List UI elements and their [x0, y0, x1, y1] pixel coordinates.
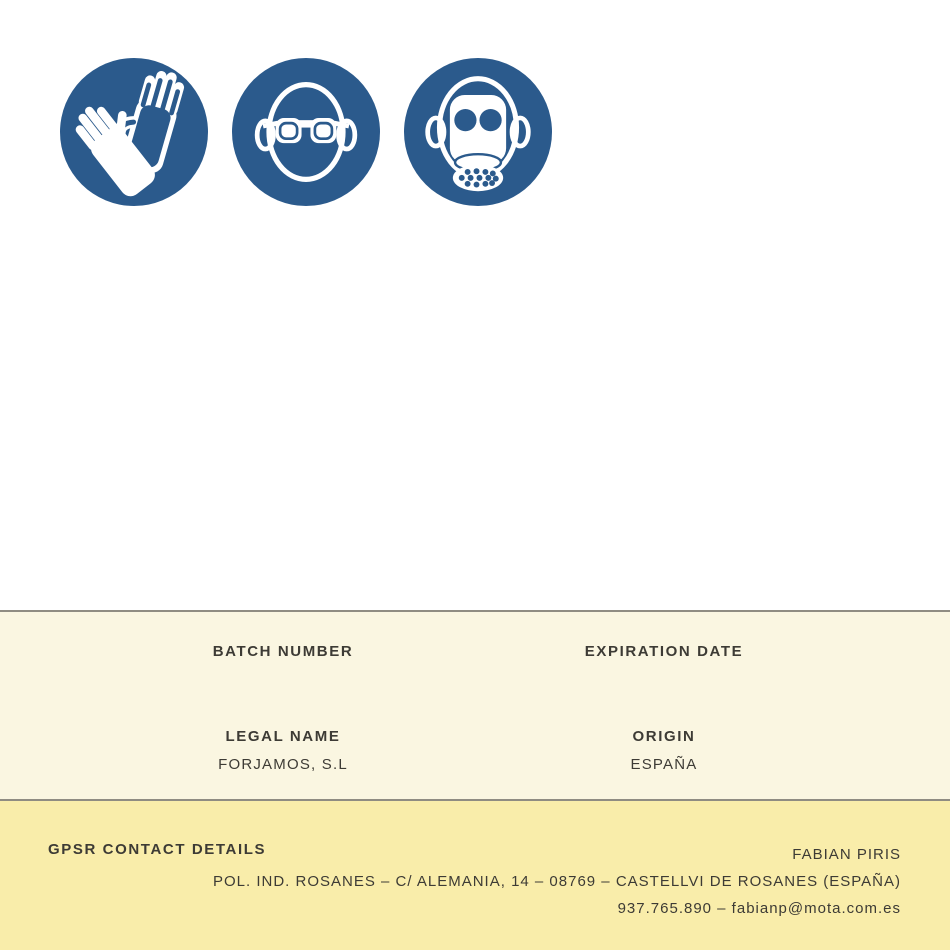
batch-number-label: BATCH NUMBER — [212, 643, 354, 660]
info-panel — [0, 610, 950, 799]
wear-protective-gloves-icon — [60, 58, 208, 206]
wear-eye-protection-icon — [232, 58, 380, 206]
contact-address: POL. IND. ROSANES – C/ ALEMANIA, 14 – 08769 – CASTELLVI DE ROSANES (ESPAÑA) — [212, 873, 901, 890]
safety-icons-row — [60, 58, 552, 206]
gpsr-contact-bar — [0, 799, 950, 950]
contact-phone-email: 937.765.890 – fabianp@mota.com.es — [617, 900, 901, 917]
contact-name: FABIAN PIRIS — [792, 846, 901, 863]
legal-name-value: FORJAMOS, S.L — [218, 756, 348, 773]
origin-label: ORIGIN — [632, 728, 696, 745]
legal-name-label: LEGAL NAME — [225, 728, 341, 745]
origin-value: ESPAÑA — [630, 756, 698, 773]
gpsr-contact-title: GPSR CONTACT DETAILS — [48, 841, 267, 858]
expiration-date-label: EXPIRATION DATE — [584, 643, 744, 660]
wear-respiratory-protection-icon — [404, 58, 552, 206]
gpsr-contact-block — [213, 841, 901, 922]
